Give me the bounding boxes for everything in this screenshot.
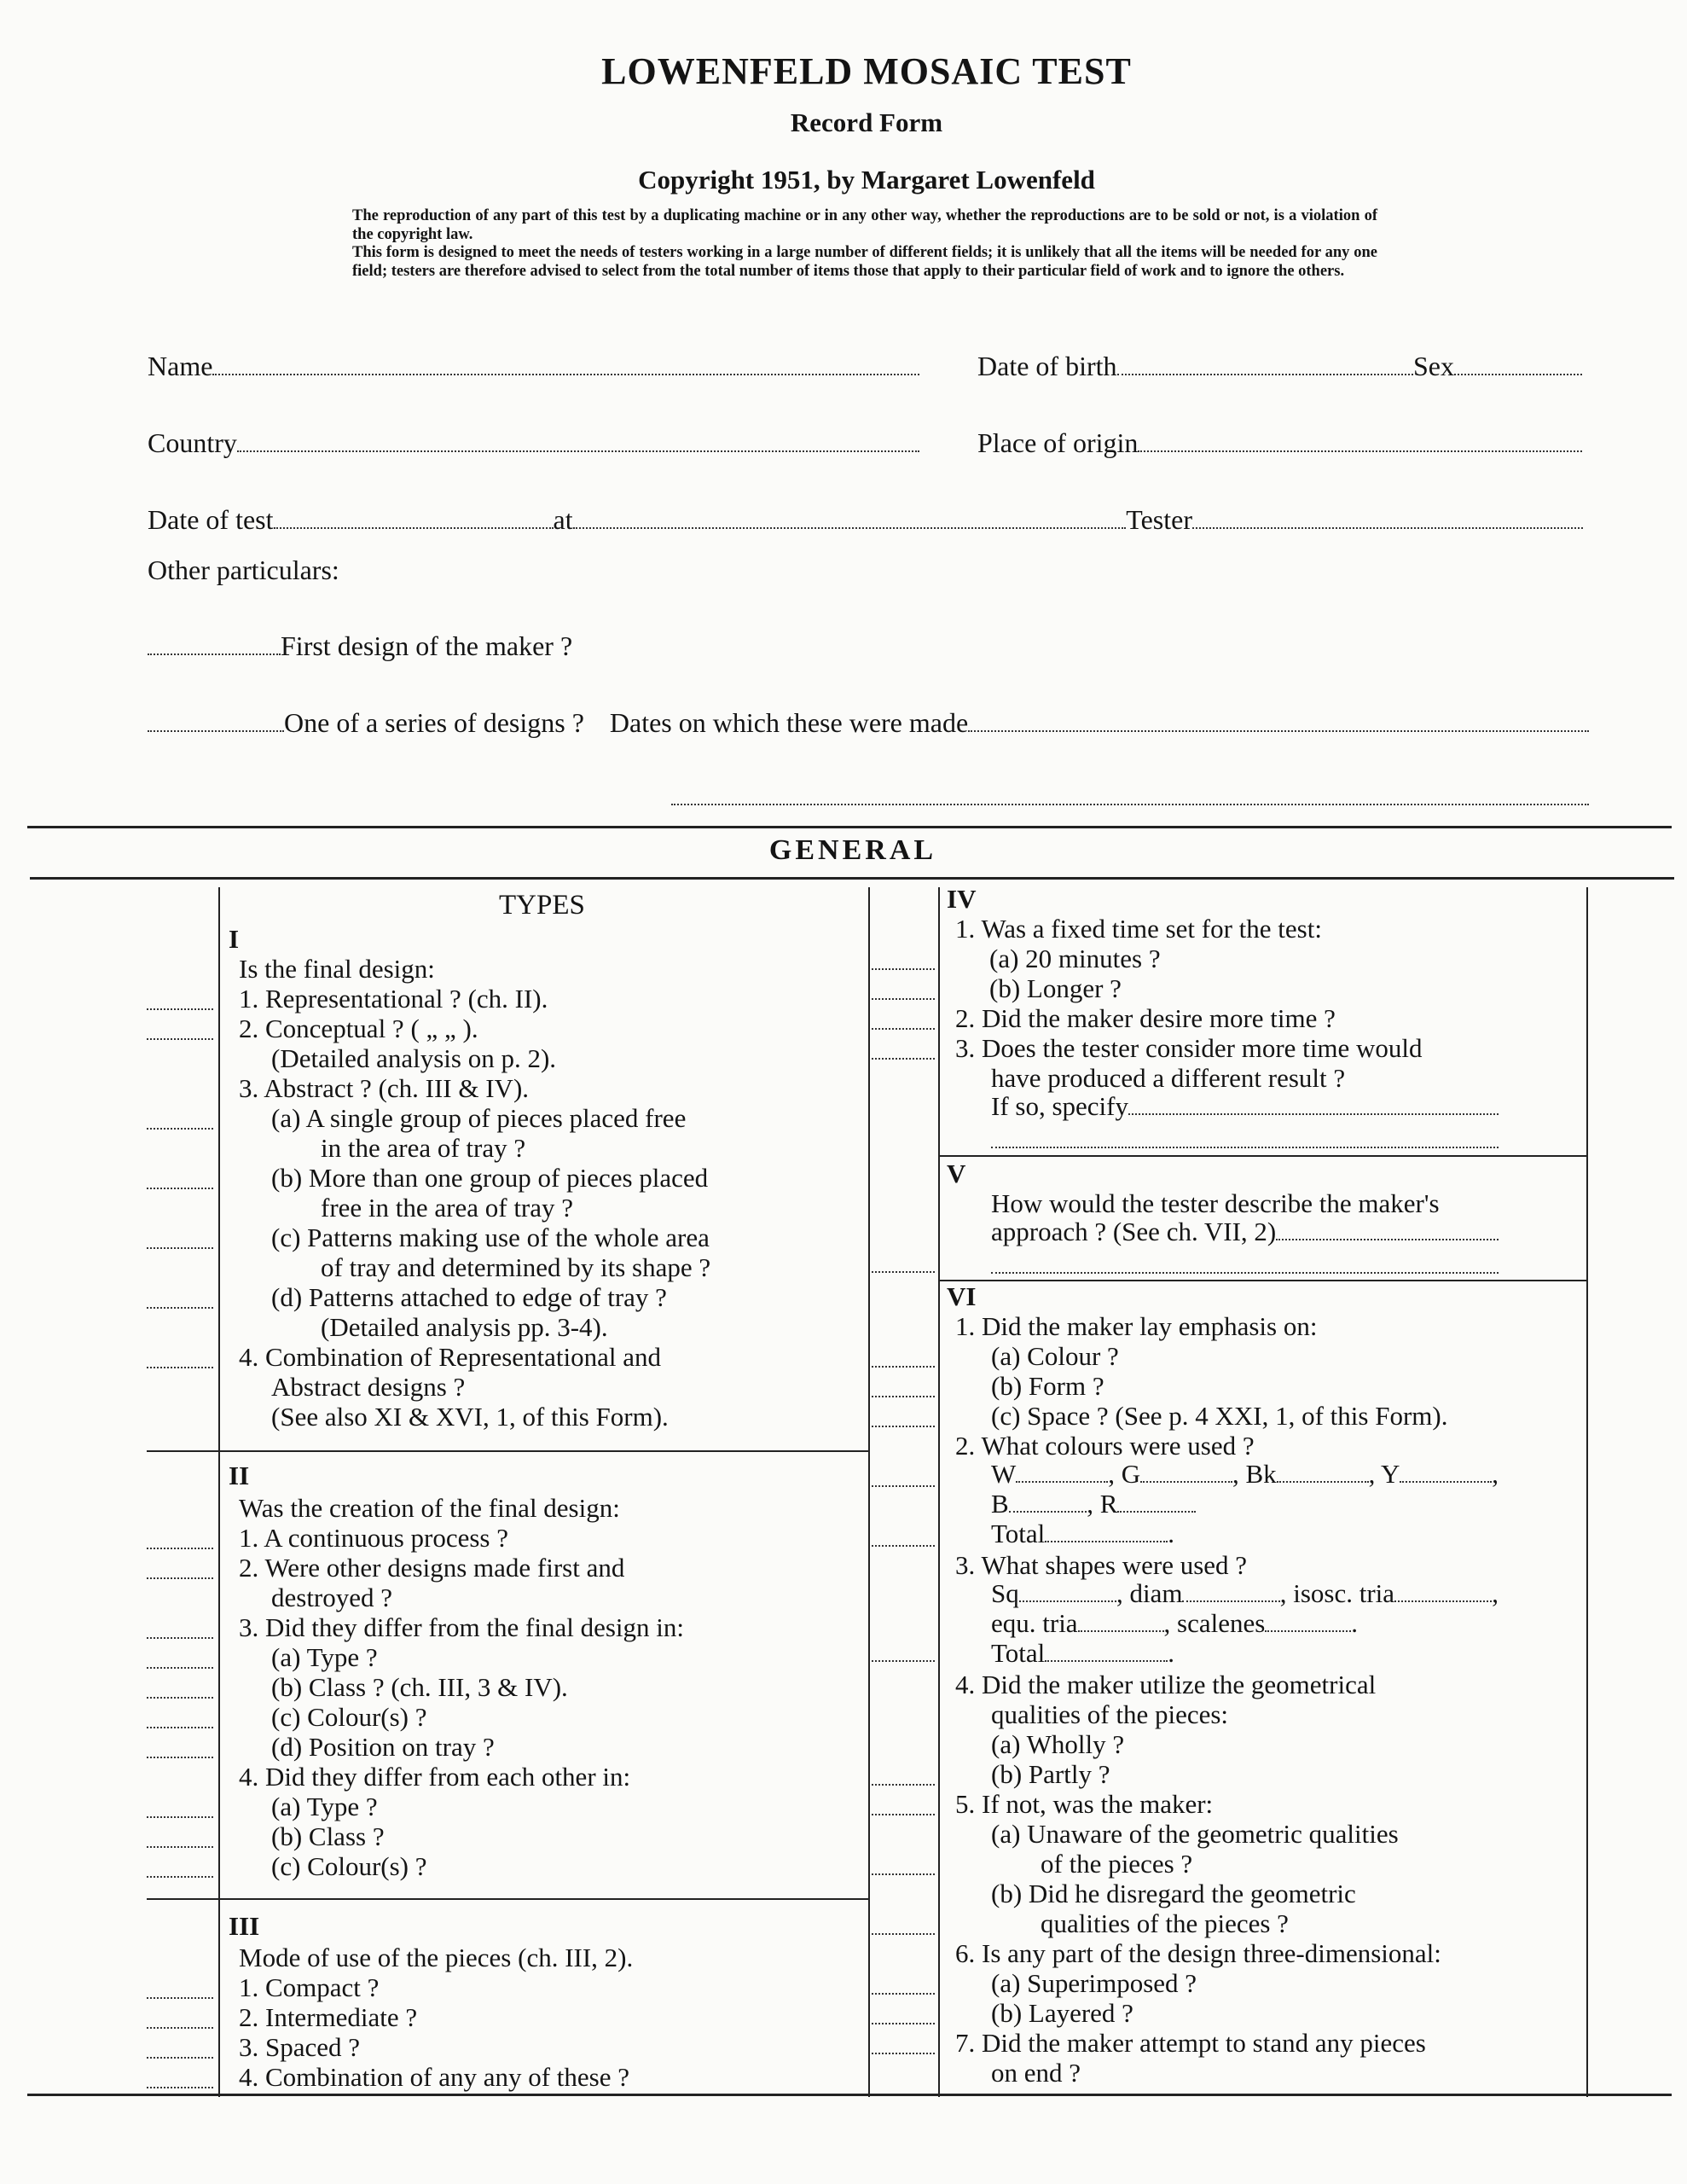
- shape-equ-label: equ. tria: [991, 1608, 1078, 1638]
- rule-general: [30, 877, 1674, 880]
- answer-mark-VI-7[interactable]: [872, 2053, 935, 2054]
- series-input-line[interactable]: [148, 730, 284, 732]
- section-III-line-3: 3. Spaced ?: [239, 2032, 361, 2062]
- series-field[interactable]: [148, 705, 1589, 741]
- approach-input-line-2[interactable]: [991, 1272, 1499, 1274]
- section-II-line-3: destroyed ?: [271, 1583, 393, 1612]
- section-I-line-4: 3. Abstract ? (ch. III & IV).: [239, 1073, 530, 1103]
- answer-mark-VI-6a[interactable]: [872, 1993, 935, 1995]
- tester-input-line[interactable]: [1192, 527, 1583, 529]
- place-of-origin-field[interactable]: [977, 425, 1582, 461]
- section-II-line-9: 4. Did they differ from each other in:: [239, 1762, 631, 1792]
- answer-mark-VI-3[interactable]: [872, 1660, 935, 1662]
- answer-mark-VI-4a[interactable]: [872, 1784, 935, 1786]
- answer-mark-IV-1a[interactable]: [872, 968, 935, 970]
- section-IV-line-0: 1. Was a fixed time set for the test:: [955, 914, 1322, 944]
- answer-mark-I-3b[interactable]: [147, 1188, 213, 1189]
- section-III-numeral: III: [229, 1911, 260, 1941]
- section-II-line-4: 3. Did they differ from the final design in:: [239, 1612, 685, 1642]
- date-of-test-label: Date of test: [148, 504, 274, 535]
- shape-diam-input[interactable]: [1182, 1600, 1279, 1602]
- shape-sq-label: Sq: [991, 1578, 1019, 1608]
- series-label: One of a series of designs ?: [284, 707, 584, 738]
- answer-mark-III-2[interactable]: [147, 2027, 213, 2029]
- section-VI-line-0: 1. Did the maker lay emphasis on:: [955, 1311, 1318, 1341]
- section-II-line-12: (c) Colour(s) ?: [271, 1851, 427, 1881]
- answer-mark-VI-6b[interactable]: [872, 2023, 935, 2024]
- colour-comma: ,: [1492, 1459, 1499, 1489]
- copyright-notice: [352, 207, 1377, 281]
- answer-mark-VI-1b[interactable]: [872, 1396, 935, 1397]
- section-IV-line-2: (b) Longer ?: [989, 973, 1122, 1003]
- section-I-line-13: 4. Combination of Representational and: [239, 1342, 662, 1372]
- section-I-numeral: I: [229, 924, 240, 954]
- answer-mark-II-3b[interactable]: [147, 1697, 213, 1699]
- sex-input-line[interactable]: [1454, 374, 1582, 375]
- answer-mark-IV-1b[interactable]: [872, 998, 935, 1000]
- section-VI-line-31: (b) Did he disregard the geometric: [991, 1879, 1356, 1908]
- copyright-line: Copyright 1951, by Margaret Lowenfeld: [638, 165, 1095, 195]
- section-IV-line-5: have produced a different result ?: [991, 1063, 1346, 1093]
- shape-isosc-input[interactable]: [1394, 1600, 1492, 1602]
- other-particulars-label: Other particulars:: [148, 555, 339, 585]
- answer-mark-I-4[interactable]: [147, 1367, 213, 1368]
- shape-scalenes-label: , scalenes: [1163, 1608, 1266, 1638]
- form-title: LOWENFELD MOSAIC TEST: [601, 50, 1132, 92]
- section-II-line-0: Was the creation of the final design:: [239, 1493, 620, 1523]
- section-I-line-12: (Detailed analysis pp. 3-4).: [321, 1312, 608, 1342]
- answer-mark-II-4a[interactable]: [147, 1816, 213, 1818]
- rule-bottom: [27, 2094, 1672, 2096]
- answer-mark-II-4c[interactable]: [147, 1876, 213, 1878]
- section-VI-line-30: of the pieces ?: [1041, 1849, 1193, 1879]
- section-I-line-15: (See also XI & XVI, 1, of this Form).: [271, 1402, 669, 1432]
- section-VI-line-37: on end ?: [991, 2058, 1081, 2088]
- section-II-line-2: 2. Were other designs made first and: [239, 1553, 625, 1583]
- section-I-line-6: in the area of tray ?: [321, 1133, 526, 1163]
- rule-top: [27, 826, 1672, 828]
- section-IV-line-3: 2. Did the maker desire more time ?: [955, 1003, 1336, 1033]
- colours-total-input[interactable]: [1045, 1541, 1168, 1542]
- section-II-line-5: (a) Type ?: [271, 1642, 378, 1672]
- notice-paragraph-2: This form is designed to meet the needs of testers working in a large number of different fields; it is unlikely that all the items will be needed for any one field; testers are therefore advised to select from the total number of items those that apply to their particular field of work and to ignore the others.: [352, 244, 1377, 280]
- shape-period: .: [1351, 1608, 1359, 1638]
- shapes-total-label: Total: [991, 1638, 1046, 1668]
- section-I-line-0: Is the final design:: [239, 954, 435, 984]
- section-II-line-1: 1. A continuous process ?: [239, 1523, 508, 1553]
- answer-mark-I-3c[interactable]: [147, 1247, 213, 1249]
- section-I-line-9: (c) Patterns making use of the whole area: [271, 1223, 710, 1252]
- colour-r-label: , R: [1087, 1489, 1118, 1519]
- approach-input-line[interactable]: [1276, 1239, 1499, 1240]
- shapes-total-input[interactable]: [1045, 1660, 1168, 1662]
- section-VI-line-14: 3. What shapes were used ?: [955, 1550, 1248, 1580]
- place-of-origin-label: Place of origin: [977, 427, 1139, 458]
- colour-w-input[interactable]: [1016, 1481, 1108, 1483]
- answer-mark-VI-5b[interactable]: [872, 1933, 935, 1935]
- left-column-margin-rule: [218, 887, 220, 2097]
- country-field[interactable]: [148, 425, 919, 461]
- section-VI-line-26: (a) Wholly ?: [991, 1729, 1125, 1759]
- answer-mark-II-3d[interactable]: [147, 1757, 213, 1758]
- shapes-total-period: .: [1168, 1638, 1174, 1668]
- section-I-line-11: (d) Patterns attached to edge of tray ?: [271, 1282, 667, 1312]
- answer-mark-IV-2[interactable]: [872, 1028, 935, 1030]
- section-VI-line-34: (a) Superimposed ?: [991, 1968, 1197, 1998]
- section-VI-line-24: 4. Did the maker utilize the geometrical: [955, 1670, 1377, 1699]
- colours-total-label: Total: [991, 1519, 1046, 1548]
- answer-mark-II-3a[interactable]: [147, 1667, 213, 1669]
- answer-mark-VI-1c[interactable]: [872, 1426, 935, 1427]
- shape-diam-label: , diam: [1116, 1578, 1183, 1608]
- specify-input-line[interactable]: [1128, 1113, 1499, 1115]
- section-I-line-8: free in the area of tray ?: [321, 1193, 574, 1223]
- section-VI-line-27: (b) Partly ?: [991, 1759, 1110, 1789]
- section-IV-line-6: If so, specify: [991, 1091, 1128, 1121]
- dob-label: Date of birth: [977, 351, 1117, 381]
- section-III-line-2: 2. Intermediate ?: [239, 2002, 418, 2032]
- center-divider-left: [868, 887, 870, 2097]
- date-of-test-input-line[interactable]: [274, 527, 554, 529]
- section-I-line-3: (Detailed analysis on p. 2).: [271, 1043, 557, 1073]
- answer-mark-II-2[interactable]: [147, 1577, 213, 1579]
- dates-made-input-line-2[interactable]: [671, 804, 1589, 805]
- answer-mark-VI-4b[interactable]: [872, 1814, 935, 1815]
- specify-input-line-2[interactable]: [991, 1147, 1499, 1148]
- colours-total-row[interactable]: [991, 1516, 1174, 1552]
- name-field[interactable]: [148, 348, 919, 384]
- section-IV-numeral: IV: [947, 884, 977, 914]
- country-label: Country: [148, 427, 237, 458]
- section-VI-line-25: qualities of the pieces:: [991, 1699, 1229, 1729]
- answer-mark-VI-5a[interactable]: [872, 1873, 935, 1875]
- section-I-line-14: Abstract designs ?: [271, 1372, 466, 1402]
- section-V-numeral: V: [947, 1159, 966, 1188]
- answer-mark-I-3d[interactable]: [147, 1307, 213, 1309]
- shape-equ-input[interactable]: [1078, 1630, 1164, 1632]
- shape-scalenes-input[interactable]: [1265, 1630, 1351, 1632]
- right-column-edge: [1586, 887, 1588, 2097]
- colour-b-input[interactable]: [1009, 1511, 1087, 1513]
- section-II-numeral: II: [229, 1461, 250, 1490]
- section-VI-line-35: (b) Layered ?: [991, 1998, 1133, 2028]
- answer-mark-III-4[interactable]: [147, 2087, 213, 2088]
- first-design-input-line[interactable]: [148, 653, 281, 655]
- form-subtitle: Record Form: [790, 107, 943, 137]
- sex-label: Sex: [1413, 351, 1454, 381]
- section-II-line-7: (c) Colour(s) ?: [271, 1702, 427, 1732]
- name-input-line[interactable]: [212, 374, 919, 375]
- dob-input-line[interactable]: [1117, 374, 1414, 375]
- separator-V-VI: [938, 1280, 1586, 1281]
- separator-IV-V: [938, 1155, 1586, 1157]
- tester-label: Tester: [1126, 504, 1192, 535]
- section-V-line-0: How would the tester describe the maker's: [991, 1188, 1440, 1218]
- name-label: Name: [148, 351, 213, 381]
- answer-mark-I-2[interactable]: [147, 1038, 213, 1040]
- answer-mark-VI-1a[interactable]: [872, 1366, 935, 1368]
- answer-mark-III-1[interactable]: [147, 1997, 213, 1999]
- answer-mark-II-4b[interactable]: [147, 1846, 213, 1848]
- country-input-line[interactable]: [237, 450, 919, 452]
- shape-isosc-label: , isosc. tria: [1279, 1578, 1395, 1608]
- answer-mark-I-1[interactable]: [147, 1008, 213, 1010]
- section-VI-line-33: 6. Is any part of the design three-dimensional:: [955, 1938, 1441, 1968]
- section-I-line-1: 1. Representational ? (ch. II).: [239, 984, 548, 1014]
- section-VI-numeral: VI: [947, 1281, 977, 1311]
- section-I-line-7: (b) More than one group of pieces placed: [271, 1163, 709, 1193]
- colour-g-label: , G: [1108, 1459, 1141, 1489]
- section-I-line-10: of tray and determined by its shape ?: [321, 1252, 711, 1282]
- colours-total-period: .: [1168, 1519, 1174, 1548]
- shapes-total-row[interactable]: [991, 1635, 1174, 1671]
- answer-mark-II-1[interactable]: [147, 1548, 213, 1549]
- general-heading: GENERAL: [768, 834, 937, 866]
- answer-mark-V[interactable]: [872, 1271, 935, 1273]
- section-IV-specify[interactable]: [991, 1089, 1499, 1124]
- answer-mark-I-3a[interactable]: [147, 1128, 213, 1130]
- section-III-line-0: Mode of use of the pieces (ch. III, 2).: [239, 1943, 634, 1972]
- answer-mark-IV-3[interactable]: [872, 1058, 935, 1060]
- shape-sq-input[interactable]: [1019, 1600, 1116, 1602]
- section-VI-line-36: 7. Did the maker attempt to stand any pieces: [955, 2028, 1426, 2058]
- section-VI-line-4: 2. What colours were used ?: [955, 1431, 1255, 1461]
- section-VI-line-1: (a) Colour ?: [991, 1341, 1119, 1371]
- section-VI-line-29: (a) Unaware of the geometric qualities: [991, 1819, 1399, 1849]
- section-V-line-1: approach ? (See ch. VII, 2): [991, 1217, 1277, 1246]
- dob-sex-field[interactable]: [977, 348, 1582, 384]
- section-VI-line-2: (b) Form ?: [991, 1371, 1104, 1401]
- section-II-line-8: (d) Position on tray ?: [271, 1732, 495, 1762]
- colour-g-input[interactable]: [1140, 1481, 1232, 1483]
- answer-mark-II-3c[interactable]: [147, 1727, 213, 1728]
- answer-mark-VI-2a[interactable]: [872, 1485, 935, 1487]
- types-heading: TYPES: [499, 890, 585, 921]
- colour-y-input[interactable]: [1400, 1481, 1492, 1483]
- section-III-line-1: 1. Compact ?: [239, 1972, 380, 2002]
- dates-made-label: Dates on which these were made: [609, 707, 969, 738]
- place-of-origin-input-line[interactable]: [1138, 450, 1582, 452]
- section-I-line-2: 2. Conceptual ? ( „ „ ).: [239, 1014, 478, 1043]
- at-label: at: [553, 504, 573, 535]
- section-VI-line-3: (c) Space ? (See p. 4 XXI, 1, of this Form).: [991, 1401, 1448, 1431]
- colour-bk-label: , Bk: [1232, 1459, 1277, 1489]
- first-design-field[interactable]: [148, 628, 745, 664]
- section-I-line-5: (a) A single group of pieces placed free: [271, 1103, 687, 1133]
- answer-mark-VI-2b[interactable]: [872, 1545, 935, 1547]
- shape-comma: ,: [1492, 1578, 1499, 1608]
- section-III-line-4: 4. Combination of any any of these ?: [239, 2062, 630, 2092]
- section-VI-line-28: 5. If not, was the maker:: [955, 1789, 1214, 1819]
- date-of-test-field[interactable]: [148, 502, 1583, 537]
- notice-paragraph-1: The reproduction of any part of this test by a duplicating machine or in any other way, whether the reproductions are to be sold or not, is a violation of the copyright law.: [352, 207, 1377, 243]
- section-II-line-11: (b) Class ?: [271, 1821, 385, 1851]
- first-design-label: First design of the maker ?: [281, 630, 573, 661]
- dates-made-input-line[interactable]: [968, 730, 1589, 732]
- section-IV-line-4: 3. Does the tester consider more time would: [955, 1033, 1423, 1063]
- answer-mark-II-3[interactable]: [147, 1637, 213, 1639]
- colour-bk-input[interactable]: [1277, 1481, 1369, 1483]
- colour-b-label: B: [991, 1489, 1009, 1519]
- section-V-approach[interactable]: [991, 1214, 1499, 1250]
- at-input-line[interactable]: [573, 527, 1127, 529]
- colour-y-label: , Y: [1368, 1459, 1400, 1489]
- separator-I-II: [147, 1450, 868, 1452]
- answer-mark-III-3[interactable]: [147, 2057, 213, 2059]
- section-IV-line-1: (a) 20 minutes ?: [989, 944, 1161, 973]
- separator-II-III: [147, 1898, 868, 1900]
- colour-r-input[interactable]: [1117, 1511, 1196, 1513]
- section-II-line-6: (b) Class ? (ch. III, 3 & IV).: [271, 1672, 568, 1702]
- colour-w-label: W: [991, 1459, 1017, 1489]
- section-VI-line-32: qualities of the pieces ?: [1041, 1908, 1289, 1938]
- center-divider-right: [938, 887, 940, 2097]
- section-II-line-10: (a) Type ?: [271, 1792, 378, 1821]
